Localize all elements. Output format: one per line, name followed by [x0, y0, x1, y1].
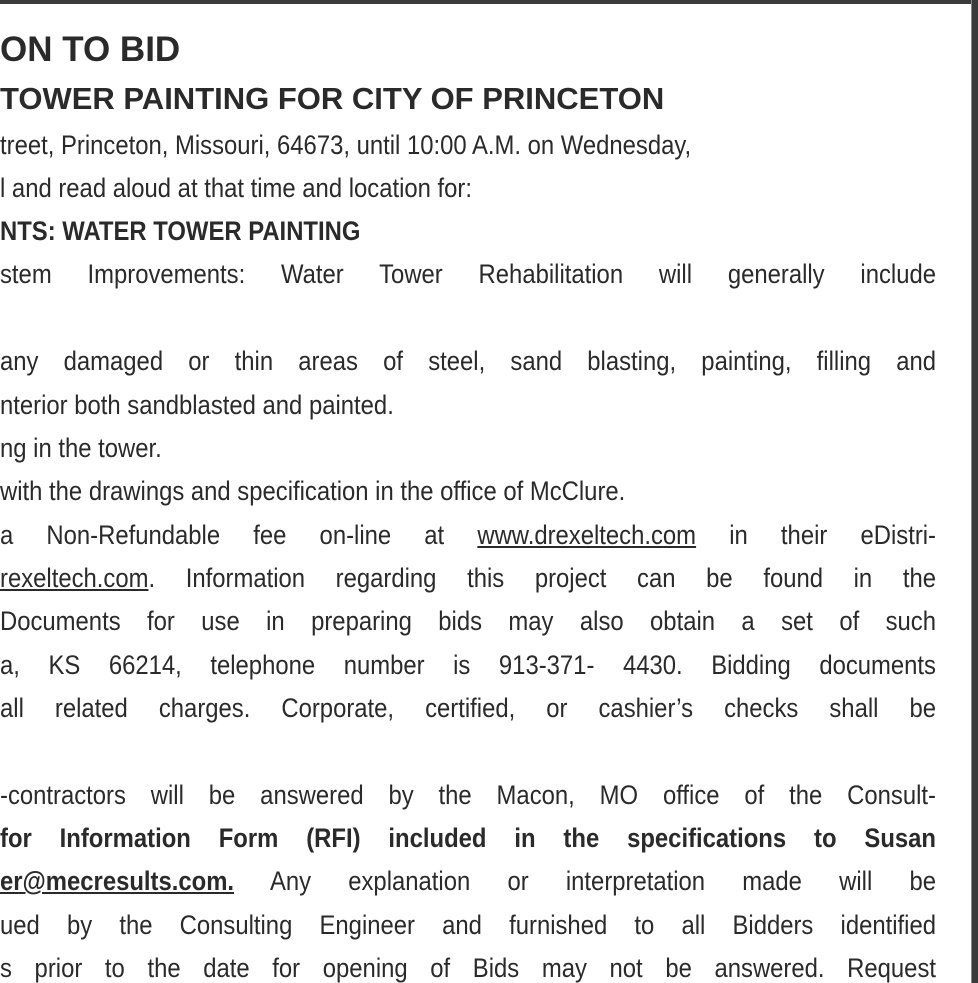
- body-line-16-text-b: Any explanation or interpretation made will be: [269, 866, 937, 896]
- body-line-10: [0, 562, 936, 594]
- body-line-2: l and read aloud at that time and location for:: [0, 173, 473, 203]
- notice-title: ON TO BID: [0, 30, 181, 69]
- body-line-16: [0, 865, 936, 897]
- frame-top-border: [0, 0, 978, 4]
- body-line-10-text-b: . Information regarding this project can be found in the: [148, 563, 936, 593]
- body-line-10-text-a: [0, 563, 936, 593]
- frame-right-border: [972, 0, 978, 983]
- body-line-7: ng in the tower.: [0, 433, 162, 463]
- body-line-9-text-b: in their eDistri-: [729, 520, 936, 550]
- project-heading: NTS: WATER TOWER PAINTING: [0, 216, 361, 246]
- body-line-4: stem Improvements: Water Tower Rehabilitation will generally include: [0, 259, 936, 289]
- body-line-17: ued by the Consulting Engineer and furnished to all Bidders identified: [0, 910, 936, 940]
- body-line-9: [0, 519, 936, 551]
- body-line-11: Documents for use in preparing bids may also obtain a set of such: [0, 606, 936, 636]
- email-link[interactable]: er@mecresults.com.: [0, 866, 235, 896]
- drexeltech-link-2[interactable]: rexeltech.com: [0, 563, 149, 593]
- body-line-1: treet, Princeton, Missouri, 64673, until 10:00 A.M. on Wednesday,: [0, 130, 692, 160]
- body-line-14: -contractors will be answered by the Macon, MO office of the Consult-: [0, 780, 936, 810]
- body-line-18: s prior to the date for opening of Bids may not be answered. Request: [0, 953, 936, 983]
- body-line-5: any damaged or thin areas of steel, sand blasting, painting, filling and: [0, 346, 936, 376]
- drexeltech-link[interactable]: www.drexeltech.com: [477, 520, 697, 550]
- body-line-6: nterior both sandblasted and painted.: [0, 390, 394, 420]
- body-line-12: a, KS 66214, telephone number is 913-371- 4430. Bidding documents: [0, 650, 936, 680]
- body-line-8: with the drawings and specification in the office of McClure.: [0, 476, 626, 506]
- body-line-15: for Information Form (RFI) included in the specifications to Susan: [0, 823, 936, 853]
- body-line-13: all related charges. Corporate, certified, or cashier’s checks shall be: [0, 693, 936, 723]
- notice-subtitle: TOWER PAINTING FOR CITY OF PRINCETON: [0, 81, 665, 116]
- body-line-9-text-a: a Non-Refundable fee on-line at: [0, 520, 445, 550]
